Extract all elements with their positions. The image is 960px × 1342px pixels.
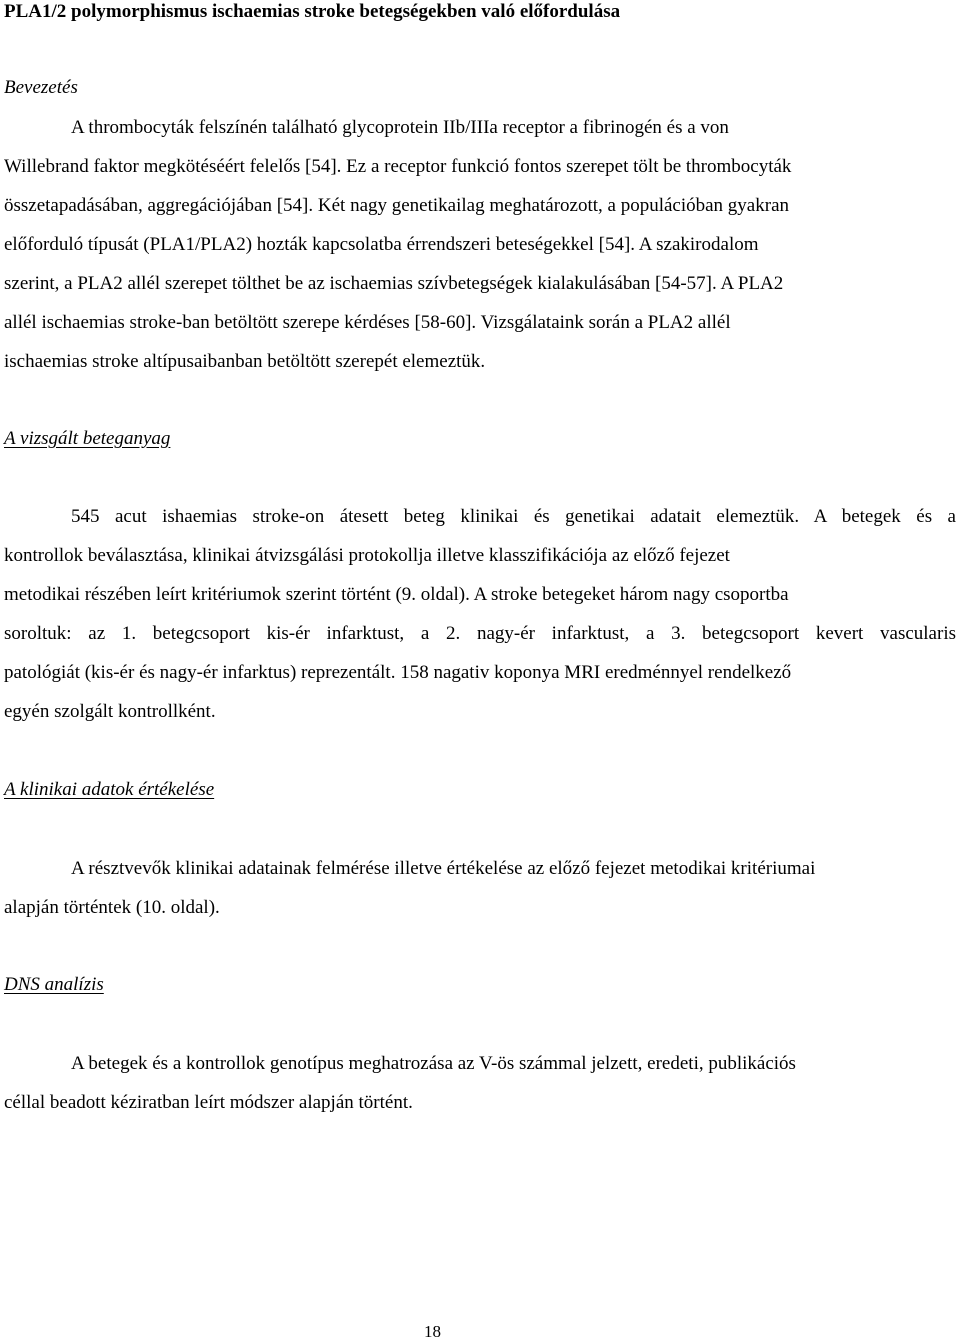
paragraph-line: egyén szolgált kontrollként. bbox=[4, 701, 216, 722]
section-heading-klinikai-adatok: A klinikai adatok értékelése bbox=[4, 779, 215, 800]
paragraph-line: 545 acut ishaemias stroke-on átesett beteg klinikai és genetikai adatait elemeztük. A betegek és a bbox=[71, 506, 956, 527]
section-body-klinikai-adatok bbox=[4, 857, 956, 935]
paragraph-line: soroltuk: az 1. betegcsoport kis-ér infarktust, a 2. nagy-ér infarktust, a 3. betegcsoport kevert vascularis bbox=[4, 623, 956, 644]
section-heading-beteganyag: A vizsgált beteganyag bbox=[4, 428, 171, 449]
section-body-bevezetes bbox=[4, 116, 956, 389]
paragraph-line: szerint, a PLA2 allél szerepet tölthet be az ischaemias szívbetegségek kialakulásában [54-57]. A PLA2 bbox=[4, 273, 784, 294]
paragraph-line: összetapadásában, aggregációjában [54]. Két nagy genetikailag meghatározott, a populációban gyakran bbox=[4, 195, 790, 216]
paragraph-line: allél ischaemias stroke-ban betöltött szerepe kérdéses [58-60]. Vizsgálataink során a PLA2 allél bbox=[4, 312, 731, 333]
section-body-beteganyag bbox=[4, 505, 956, 739]
paragraph-line: A résztvevők klinikai adatainak felmérése illetve értékelése az előző fejezet metodikai kritériumai bbox=[71, 858, 816, 879]
paragraph-line: kontrollok beválasztása, klinikai átvizsgálási protokollja illetve klasszifikációja az előző fejezet bbox=[4, 545, 730, 566]
paragraph-line: A betegek és a kontrollok genotípus meghatrozása az V-ös számmal jelzett, eredeti, publikációs bbox=[71, 1053, 796, 1074]
paragraph-line: A thrombocyták felszínén található glycoprotein IIb/IIIa receptor a fibrinogén és a von bbox=[71, 117, 729, 138]
paragraph-line: előforduló típusát (PLA1/PLA2) hozták kapcsolatba érrendszeri beteségekkel [54]. A szakirodalom bbox=[4, 234, 759, 255]
paragraph-line: metodikai részében leírt kritériumok szerint történt (9. oldal). A stroke betegeket három nagy csoportba bbox=[4, 584, 789, 605]
paragraph-line: ischaemias stroke altípusaibanban betöltött szerepét elemeztük. bbox=[4, 351, 486, 372]
page-number: 18 bbox=[424, 1322, 441, 1341]
paragraph-line: alapján történtek (10. oldal). bbox=[4, 897, 220, 918]
paragraph-line: patológiát (kis-ér és nagy-ér infarktus) reprezentált. 158 nagativ koponya MRI eredménnyel rendelkező bbox=[4, 662, 792, 683]
paragraph-line: céllal beadott kéziratban leírt módszer alapján történt. bbox=[4, 1092, 413, 1113]
section-heading-bevezetes: Bevezetés bbox=[4, 77, 78, 98]
section-body-dns-analizis bbox=[4, 1052, 956, 1130]
section-heading-dns-analizis: DNS analízis bbox=[4, 974, 104, 995]
paragraph-line: Willebrand faktor megkötéséért felelős [54]. Ez a receptor funkció fontos szerepet tölt be thrombocyták bbox=[4, 156, 792, 177]
document-title: PLA1/2 polymorphismus ischaemias stroke betegségekben való előfordulása bbox=[4, 1, 621, 22]
